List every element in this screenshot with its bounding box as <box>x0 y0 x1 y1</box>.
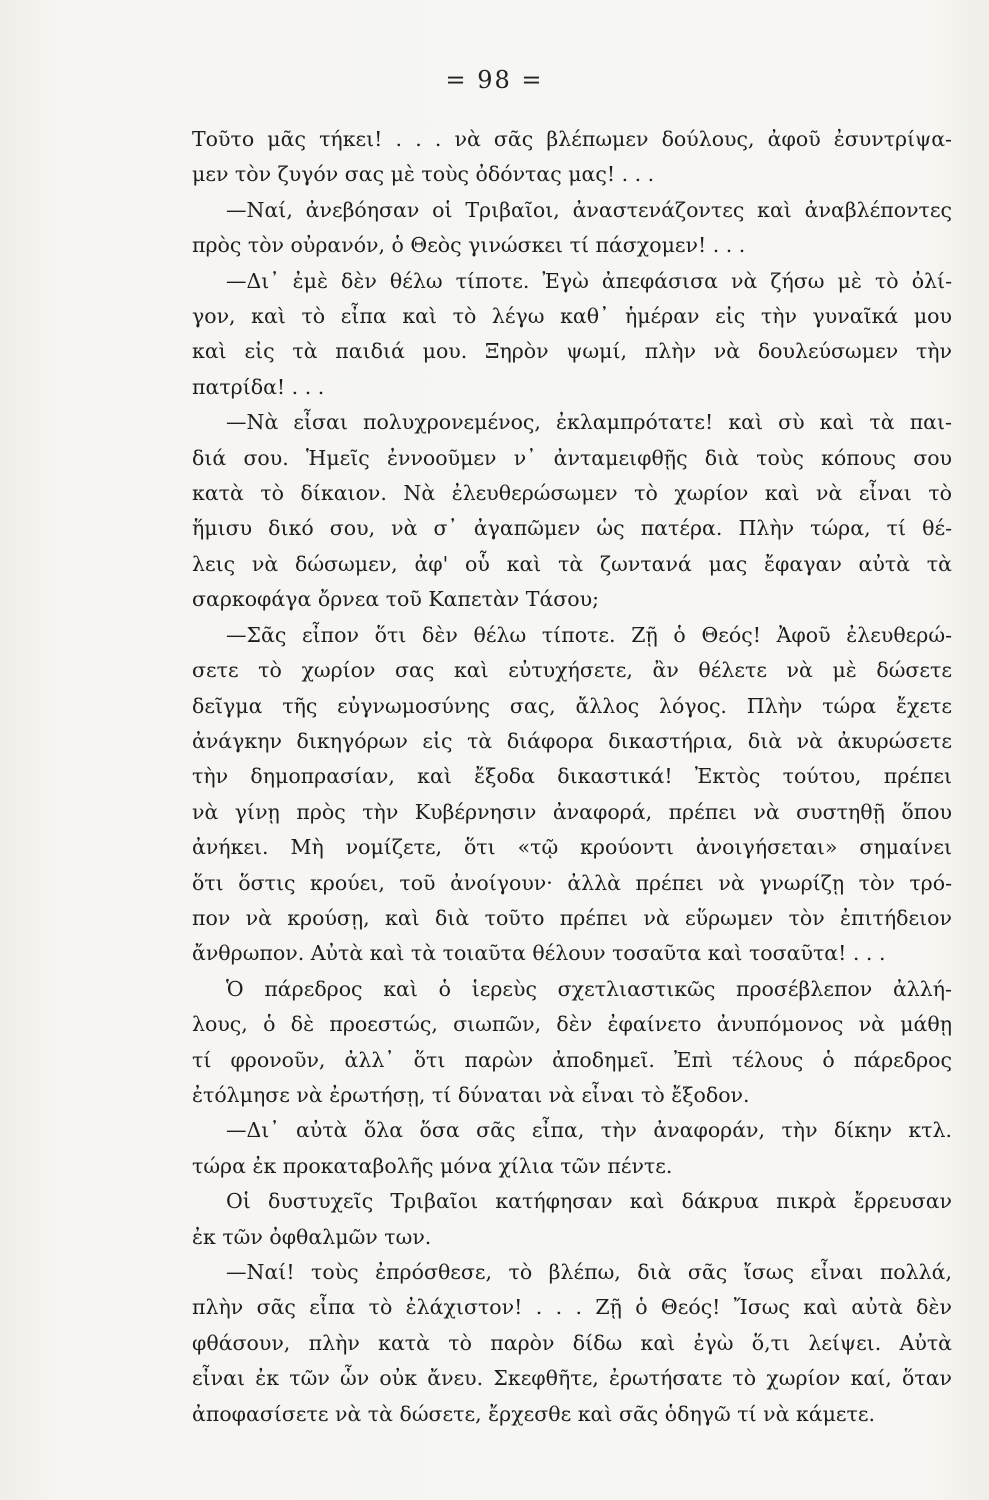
text-line: πρὸς τὸν οὐρανόν, ὁ Θεὸς γινώσκει τί πάσχομεν! . . . <box>192 233 746 258</box>
text-line: Ὁ πάρεδρος καὶ ὁ ἱερεὺς σχετλιαστικῶς προσέβλεπον ἀλλή- <box>226 976 952 1001</box>
text-line: ἀνήκει. Μὴ νομίζετε, ὅτι «τῷ κρούοντι ἀνοιγήσεται» σημαίνει <box>192 835 952 860</box>
text-line: λους, ὁ δὲ προεστώς, σιωπῶν, δὲν ἐφαίνετο ἀνυπόμονος νὰ μάθῃ <box>192 1012 952 1037</box>
text-line: ἥμισυ δικό σου, νὰ σ᾽ ἀγαπῶμεν ὡς πατέρα. Πλὴν τώρα, τί θέ- <box>192 516 952 541</box>
text-line: —Σᾶς εἶπον ὅτι δὲν θέλω τίποτε. Ζῇ ὁ Θεός! Ἀφοῦ ἐλευθερώ- <box>226 622 952 647</box>
text-line: —Δι᾽ αὐτὰ ὅλα ὅσα σᾶς εἶπα, τὴν ἀναφοράν, τὴν δίκην κτλ. <box>226 1118 952 1143</box>
text-line: γον, καὶ τὸ εἶπα καὶ τὸ λέγω καθ᾽ ἡμέραν εἰς τὴν γυναῖκά μου <box>192 304 952 329</box>
text-line: Οἱ δυστυχεῖς Τριβαῖοι κατήφησαν καὶ δάκρυα πικρὰ ἔρρευσαν <box>226 1189 952 1214</box>
page-number: = 98 = <box>445 66 544 94</box>
text-line: τὴν δημοπρασίαν, καὶ ἔξοδα δικαστικά! Ἐκτὸς τούτου, πρέπει <box>192 764 952 789</box>
text-line: —Νὰ εἶσαι πολυχρονεμένος, ἐκλαμπρότατε! καὶ σὺ καὶ τὰ παι- <box>226 410 952 435</box>
text-line: —Ναί, ἀνεβόησαν οἱ Τριβαῖοι, ἀναστενάζοντες καὶ ἀναβλέποντες <box>226 197 952 222</box>
text-line: Τοῦτο μᾶς τήκει! . . . νὰ σᾶς βλέπωμεν δούλους, ἀφοῦ ἐσυντρίψα- <box>192 127 952 151</box>
text-line: σετε τὸ χωρίον σας καὶ εὐτυχήσετε, ἂν θέλετε νὰ μὲ δώσετε <box>192 658 952 683</box>
text-line: πον νὰ κρούσῃ, καὶ διὰ τοῦτο πρέπει νὰ εὕρωμεν τὸν ἐπιτήδειον <box>192 905 952 930</box>
text-line: τώρα ἐκ προκαταβολῆς μόνα χίλια τῶν πέντε. <box>192 1153 673 1178</box>
text-line: πλὴν σᾶς εἶπα τὸ ἐλάχιστον! . . . Ζῇ ὁ Θεός! Ἴσως καὶ αὐτὰ δὲν <box>192 1295 952 1320</box>
text-line: μεν τὸν ζυγόν σας μὲ τοὺς ὀδόντας μας! . . . <box>192 162 655 187</box>
text-line: κατὰ τὸ δίκαιον. Νὰ ἐλευθερώσωμεν τὸ χωρίον καὶ νὰ εἶναι τὸ <box>192 481 952 506</box>
text-line: ἄνθρωπον. Αὐτὰ καὶ τὰ τοιαῦτα θέλουν τοσαῦτα καὶ τοσαῦτα! . . . <box>192 941 886 966</box>
text-line: ἀνάγκην δικηγόρων εἰς τὰ διάφορα δικαστήρια, διὰ νὰ ἀκυρώσετε <box>192 728 952 753</box>
text-line: ἐκ τῶν ὀφθαλμῶν των. <box>192 1224 432 1249</box>
text-line: λεις νὰ δώσωμεν, ἀφ' οὗ καὶ τὰ ζωντανά μας ἔφαγαν αὐτὰ τὰ <box>192 551 952 576</box>
text-line: διά σου. Ἡμεῖς ἐννοοῦμεν ν᾽ ἀνταμειφθῇς διὰ τοὺς κόπους σου <box>192 445 952 470</box>
text-line: —Δι᾽ ἐμὲ δὲν θέλω τίποτε. Ἐγὼ ἀπεφάσισα νὰ ζήσω μὲ τὸ ὀλί- <box>226 268 952 293</box>
text-line: ἀποφασίσετε νὰ τὰ δώσετε, ἔρχεσθε καὶ σᾶς ὁδηγῶ τί νὰ κάμετε. <box>192 1401 876 1426</box>
text-line: νὰ γίνῃ πρὸς τὴν Κυβέρνησιν ἀναφορά, πρέπει νὰ συστηθῇ ὅπου <box>192 799 952 824</box>
text-line: ὅτι ὅστις κρούει, τοῦ ἀνοίγουν· ἀλλὰ πρέπει νὰ γνωρίζῃ τὸν τρό- <box>192 870 952 895</box>
page-text <box>192 122 952 1432</box>
text-line: ἐτόλμησε νὰ ἐρωτήσῃ, τί δύναται νὰ εἶναι τὸ ἔξοδον. <box>192 1082 750 1107</box>
text-line: πατρίδα! . . . <box>192 374 325 399</box>
text-line: δεῖγμα τῆς εὐγνωμοσύνης σας, ἄλλος λόγος. Πλὴν τώρα ἔχετε <box>192 693 952 718</box>
text-line: σαρκοφάγα ὄρνεα τοῦ Καπετὰν Τάσου; <box>192 587 599 612</box>
text-line: —Ναί! τοὺς ἐπρόσθεσε, τὸ βλέπω, διὰ σᾶς ἴσως εἶναι πολλά, <box>226 1260 952 1284</box>
text-line: φθάσουν, πλὴν κατὰ τὸ παρὸν δίδω καὶ ἐγὼ ὅ,τι λείψει. Αὐτὰ <box>192 1330 952 1355</box>
text-line: εἶναι ἐκ τῶν ὧν οὐκ ἄνευ. Σκεφθῆτε, ἐρωτήσατε τὸ χωρίον καί, ὅταν <box>192 1366 952 1391</box>
text-line: τί φρονοῦν, ἀλλ᾽ ὅτι παρὼν ἀποδημεῖ. Ἐπὶ τέλους ὁ πάρεδρος <box>192 1047 952 1072</box>
text-line: καὶ εἰς τὰ παιδιά μου. Ξηρὸν ψωμί, πλὴν νὰ δουλεύσωμεν τὴν <box>192 339 952 364</box>
